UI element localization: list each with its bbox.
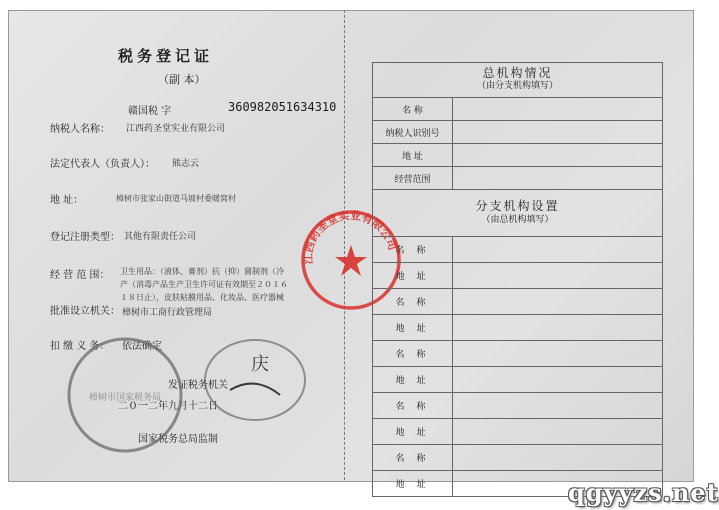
hq-row-value [453, 167, 663, 190]
branch-row-value [453, 289, 663, 315]
branch-row-label: 名称 [373, 237, 453, 263]
legal-rep: 熊志云 [172, 159, 200, 169]
hq-subtitle: （由分支机构填写） [476, 81, 558, 91]
approval-label: 批准设立机关： [50, 306, 120, 317]
scope-line: 卫生用品：（液体、膏剂）抗（抑）菌制剂（冷 [120, 267, 284, 276]
branch-row-label: 地址 [373, 315, 453, 341]
signature-mark: 庆 [251, 354, 269, 375]
scope-label: 经 营 范 围： [50, 270, 110, 281]
taxpayer-name-label: 纳税人名称： [50, 124, 110, 135]
tax-id-number: 360982051634310 [228, 100, 337, 114]
legal-rep-label: 法定代表人（负责人）： [50, 159, 155, 170]
branch-row-value [453, 419, 663, 445]
scope-line: 产（消毒产品生产卫生许可证有效期至２０１６ [120, 280, 288, 289]
branch-row-label: 名称 [373, 289, 453, 315]
withholding-value: 依法确定 [122, 341, 162, 352]
reg-type-label: 登记注册类型： [50, 232, 120, 243]
branch-subtitle: （由总机构填写） [481, 215, 554, 225]
issuer-label: 发证税务机关 [168, 380, 228, 391]
branch-row-value [453, 315, 663, 341]
hq-row-label: 地 址 [373, 144, 453, 167]
star-icon [335, 245, 367, 276]
certificate-subtitle: （副 本） [158, 73, 206, 86]
taxpayer-name: 江西药圣堂实业有限公司 [126, 124, 226, 134]
branch-row-value [453, 237, 663, 263]
small-round-stamp [200, 335, 310, 425]
branch-row-label: 地址 [373, 471, 453, 497]
address: 樟树市张家山街道马坡村委暖窝村 [116, 194, 236, 203]
hq-row-label: 名 称 [373, 98, 453, 121]
branch-row-label: 地址 [373, 263, 453, 289]
supervisor-text: 国家税务总局监制 [138, 434, 218, 445]
branch-row-value [453, 341, 663, 367]
branch-row-label: 名称 [373, 341, 453, 367]
branch-info-table [372, 62, 663, 497]
tax-bureau-stamp [60, 330, 190, 460]
reg-type: 其他有限责任公司 [124, 232, 197, 242]
hq-header [373, 63, 663, 98]
site-watermark: qgyyzs.net [568, 478, 719, 507]
branch-header [373, 190, 663, 237]
tax-bureau-stamp-text: 樟树市国家税务局 [88, 393, 162, 403]
branch-row-value [453, 445, 663, 471]
issue-date: 二０一二年九月十二日 [118, 401, 218, 412]
branch-row-value [453, 263, 663, 289]
withholding-label: 扣 缴 义 务： [50, 341, 110, 352]
tax-id-label: 赣国税 字 [128, 106, 172, 117]
branch-row-value [453, 393, 663, 419]
hq-row-value [453, 98, 663, 121]
scope-line: １８日止），皮肤粘膜用品、化妆品、医疗器械 [120, 293, 284, 302]
hq-row-label: 纳税人识别号 [373, 121, 453, 144]
branch-row-label: 地址 [373, 419, 453, 445]
address-label: 地 址： [50, 195, 84, 206]
approval-authority: 樟树市工商行政管理局 [122, 308, 213, 318]
branch-title: 分支机构设置 [475, 199, 560, 213]
hq-row-label: 经营范围 [373, 167, 453, 190]
company-stamp-text: 江西药圣堂实业有限公司 [301, 208, 400, 265]
certificate-title: 税务登记证 [118, 47, 214, 65]
branch-row-label: 名称 [373, 393, 453, 419]
branch-row-label: 名称 [373, 445, 453, 471]
hq-row-value [453, 121, 663, 144]
branch-row-label: 地址 [373, 367, 453, 393]
hq-row-value [453, 144, 663, 167]
branch-row-value [453, 367, 663, 393]
hq-title: 总机构情况 [482, 66, 553, 80]
